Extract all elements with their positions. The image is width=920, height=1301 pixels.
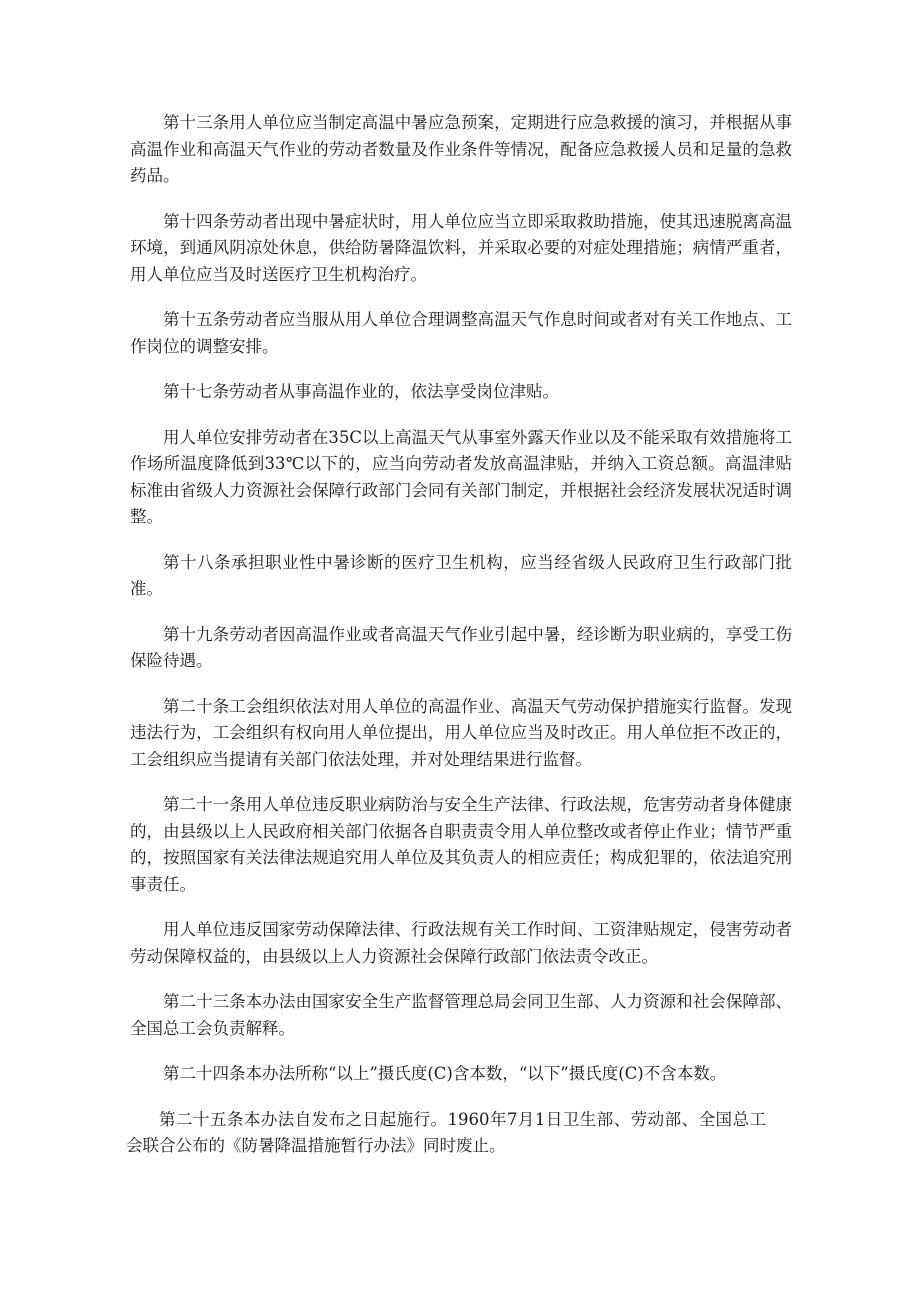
article-21-subparagraph: 用人单位违反国家劳动保障法律、行政法规有关工作时间、工资津贴规定，侵害劳动者劳动保障权益的，由县级以上人力资源社会保障行政部门依法责令改正。	[130, 920, 792, 966]
article-21-paragraph: 第二十一条用人单位违反职业病防治与安全生产法律、行政法规，危害劳动者身体健康的，由县级以上人民政府相关部门依据各自职责责令用人单位整改或者停止作业；情节严重的，按照国家有关法律法规追究用人单位及其负责人的相应责任；构成犯罪的，依法追究刑事责任。	[130, 795, 792, 894]
article-23-paragraph: 第二十三条本办法由国家安全生产监督管理总局会同卫生部、人力资源和社会保障部、全国总工会负责解释。	[130, 992, 792, 1038]
article-14-paragraph: 第十四条劳动者出现中暑症状时，用人单位应当立即采取救助措施，使其迅速脱离高温环境，到通风阴凉处休息，供给防暑降温饮料，并采取必要的对症处理措施；病情严重者，用人单位应当及时送医疗卫生机构治疗。	[130, 211, 792, 284]
article-19-paragraph: 第十九条劳动者因高温作业或者高温天气作业引起中暑，经诊断为职业病的，享受工伤保险待遇。	[130, 624, 792, 670]
article-17-subparagraph: 用人单位安排劳动者在35C以上高温天气从事室外露天作业以及不能采取有效措施将工作场所温度降低到33℃以下的，应当向劳动者发放高温津贴，并纳入工资总额。高温津贴标准由省级人力资源社会保障行政部门会同有关部门制定，并根据社会经济发展状况适时调整。	[130, 427, 792, 526]
article-13-paragraph: 第十三条用人单位应当制定高温中暑应急预案，定期进行应急救援的演习，并根据从事高温作业和高温天气作业的劳动者数量及作业条件等情况，配备应急救援人员和足量的急救药品。	[130, 113, 792, 185]
article-20-paragraph: 第二十条工会组织依法对用人单位的高温作业、高温天气劳动保护措施实行监督。发现违法行为，工会组织有权向用人单位提出，用人单位应当及时改正。用人单位拒不改正的，工会组织应当提请有关部门依法处理，并对处理结果进行监督。	[130, 696, 792, 769]
document-body	[126, 110, 792, 1179]
article-25-paragraph: 第二十五条本办法自发布之日起施行。1960年7月1日卫生部、劳动部、全国总工会联合公布的《防暑降温措施暂行办法》同时废止。	[126, 1109, 766, 1155]
article-15-paragraph: 第十五条劳动者应当服从用人单位合理调整高温天气作息时间或者对有关工作地点、工作岗位的调整安排。	[130, 310, 792, 356]
article-17-paragraph: 第十七条劳动者从事高温作业的，依法享受岗位津贴。	[163, 382, 559, 401]
article-24-paragraph: 第二十四条本办法所称“以上”摄氏度(C)含本数，“以下”摄氏度(C)不含本数。	[163, 1064, 727, 1083]
article-18-paragraph: 第十八条承担职业性中暑诊断的医疗卫生机构，应当经省级人民政府卫生行政部门批准。	[130, 552, 792, 598]
